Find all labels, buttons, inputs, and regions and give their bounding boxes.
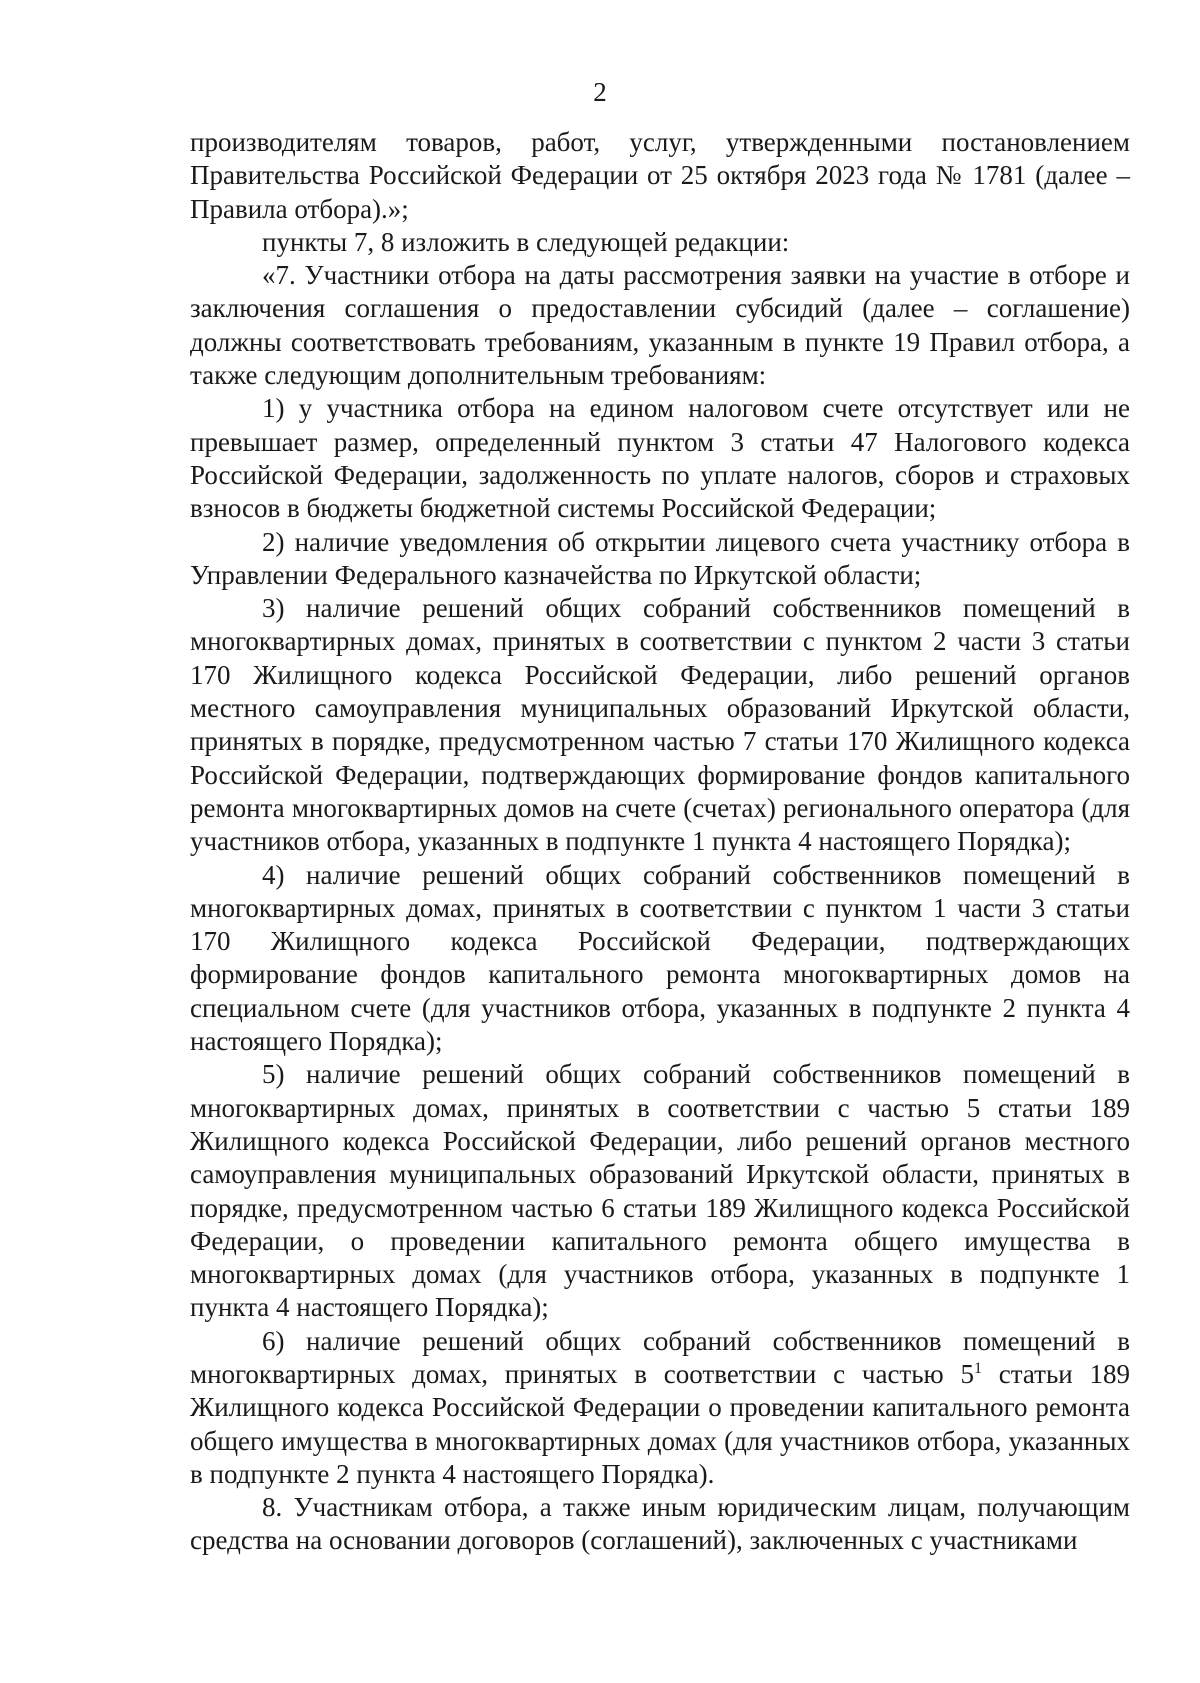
- paragraph-subpoint-1: 1) у участника отбора на едином налоговом счете отсутствует или не превышает размер, определенный пунктом 3 статьи 47 Налогового кодекса Российской Федерации, задолженность по уплате налогов, сборов и страховых взносов в бюджеты бюджетной системы Российской Федерации;: [190, 393, 1130, 524]
- subpoint-6-text-end: статьи 189 Жилищного кодекса Российской Федерации о проведении капитального ремонта общего имущества в многоквартирных домах (для участников отбора, указанных в подпункте 2 пункта 4 настоящего Порядка).: [190, 1358, 1130, 1489]
- paragraph-point-7: «7. Участники отбора на даты рассмотрения заявки на участие в отборе и заключения соглашения о предоставлении субсидий (далее – соглашение) должны соответствовать требованиям, указанным в пункте 19 Правил отбора, а также следующим дополнительным требованиям:: [190, 260, 1130, 391]
- page-number: 2: [593, 77, 607, 107]
- paragraph-subpoint-3: 3) наличие решений общих собраний собственников помещений в многоквартирных домах, принятых в соответствии с пунктом 2 части 3 статьи 170 Жилищного кодекса Российской Федерации, либо решений органов местного самоуправления муниципальных образований Иркутской области, принятых в порядке, предусмотренном частью 7 статьи 170 Жилищного кодекса Российской Федерации, подтверждающих формирование фондов капитального ремонта многоквартирных домов на счете (счетах) регионального оператора (для участников отбора, указанных в подпункте 1 пункта 4 настоящего Порядка);: [190, 593, 1130, 857]
- subpoint-6-text-start: 6) наличие решений общих собраний собственников помещений в многоквартирных домах, принятых в соответствии с частью 5: [190, 1325, 1130, 1389]
- superscript-index: 1: [974, 1359, 982, 1377]
- paragraph-subpoint-2: 2) наличие уведомления об открытии лицевого счета участнику отбора в Управлении Федерального казначейства по Иркутской области;: [190, 526, 1130, 590]
- document-body: [190, 126, 1130, 1558]
- paragraph-subpoint-4: 4) наличие решений общих собраний собственников помещений в многоквартирных домах, принятых в соответствии с пунктом 1 части 3 статьи 170 Жилищного кодекса Российской Федерации, подтверждающих формирование фондов капитального ремонта многоквартирных домов на специальном счете (для участников отбора, указанных в подпункте 2 пункта 4 настоящего Порядка);: [190, 859, 1130, 1057]
- paragraph-point-8: 8. Участникам отбора, а также иным юридическим лицам, получающим средства на основании договоров (соглашений), заключенных с участниками: [190, 1492, 1130, 1556]
- paragraph-amendment-intro: пункты 7, 8 изложить в следующей редакции:: [262, 226, 790, 257]
- paragraph-subpoint-6: [190, 1325, 1130, 1491]
- paragraph-subpoint-5: 5) наличие решений общих собраний собственников помещений в многоквартирных домах, принятых в соответствии с частью 5 статьи 189 Жилищного кодекса Российской Федерации, либо решений органов местного самоуправления муниципальных образований Иркутской области, принятых в порядке, предусмотренном частью 6 статьи 189 Жилищного кодекса Российской Федерации, о проведении капитального ремонта общего имущества в многоквартирных домах (для участников отбора, указанных в подпункте 1 пункта 4 настоящего Порядка);: [190, 1059, 1130, 1323]
- paragraph-continuation: производителям товаров, работ, услуг, утвержденными постановлением Правительства Российской Федерации от 25 октября 2023 года № 1781 (далее – Правила отбора).»;: [190, 127, 1130, 224]
